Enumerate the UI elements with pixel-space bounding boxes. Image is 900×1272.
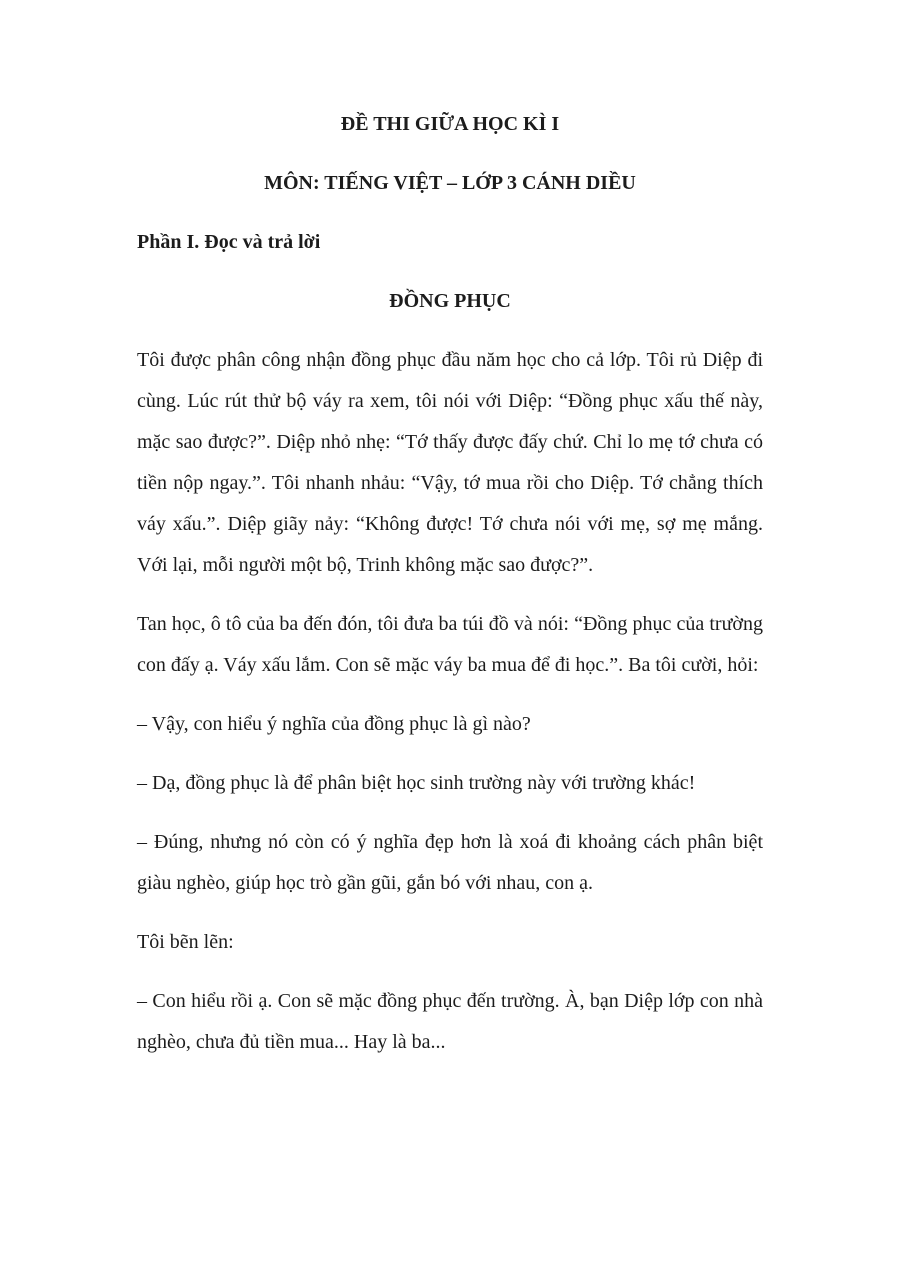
- subject-title: MÔN: TIẾNG VIỆT – LỚP 3 CÁNH DIỀU: [264, 172, 636, 194]
- story-paragraph: Tôi được phân công nhận đồng phục đầu năm học cho cả lớp. Tôi rủ Diệp đi cùng. Lúc rút thử bộ váy ra xem, tôi nói với Diệp: “Đồng phục xấu thế này, mặc sao được?”. Diệp nhỏ nhẹ: “Tớ thấy được đấy chứ. Chỉ lo mẹ tớ chưa có tiền nộp ngay.”. Tôi nhanh nhảu: “Vậy, tớ mua rồi cho Diệp. Tớ chẳng thích váy xấu.”. Diệp giãy nảy: “Không được! Tớ chưa nói với mẹ, sợ mẹ mắng. Với lại, mỗi người một bộ, Trinh không mặc sao được?”.: [137, 349, 763, 576]
- document-body: [137, 104, 763, 1063]
- dialogue-line: – Đúng, nhưng nó còn có ý nghĩa đẹp hơn là xoá đi khoảng cách phân biệt giàu nghèo, giúp học trò gần gũi, gắn bó với nhau, con ạ.: [137, 831, 763, 894]
- story-paragraph: Tan học, ô tô của ba đến đón, tôi đưa ba túi đồ và nói: “Đồng phục của trường con đấy ạ. Váy xấu lắm. Con sẽ mặc váy ba mua để đi học.”. Ba tôi cười, hỏi:: [137, 613, 763, 676]
- exam-title: ĐỀ THI GIỮA HỌC KÌ I: [340, 113, 560, 135]
- story-paragraph: Tôi bẽn lẽn:: [137, 931, 234, 953]
- dialogue-line: – Dạ, đồng phục là để phân biệt học sinh trường này với trường khác!: [137, 772, 696, 794]
- dialogue-line: – Con hiểu rồi ạ. Con sẽ mặc đồng phục đến trường. À, bạn Diệp lớp con nhà nghèo, chưa đủ tiền mua... Hay là ba...: [137, 990, 763, 1053]
- story-title: ĐỒNG PHỤC: [389, 290, 511, 312]
- section-heading: Phần I. Đọc và trả lời: [137, 231, 321, 253]
- dialogue-line: – Vậy, con hiểu ý nghĩa của đồng phục là gì nào?: [137, 713, 531, 735]
